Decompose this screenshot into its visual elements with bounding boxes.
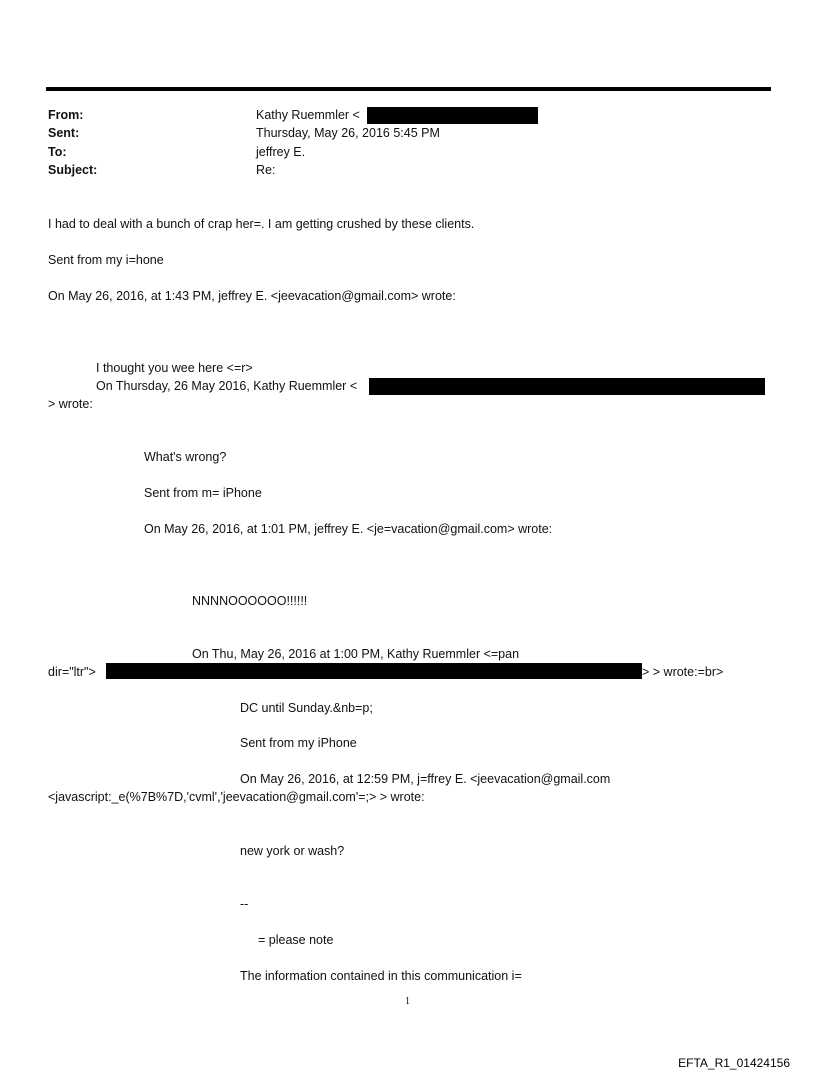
redaction-box <box>367 107 538 124</box>
body-line: On May 26, 2016, at 1:43 PM, jeffrey E. <jeevacation@gmail.com> wrote: <box>48 289 456 303</box>
from-label: From: <box>48 108 84 122</box>
quote-line: -- <box>240 897 249 911</box>
to-value: jeffrey E. <box>256 145 306 159</box>
quote-line: On Thu, May 26, 2016 at 1:00 PM, Kathy Ruemmler <=pan <box>192 647 520 661</box>
quote-line: On Thursday, 26 May 2016, Kathy Ruemmler < <box>96 379 358 393</box>
quote-line: > wrote: <box>48 397 93 411</box>
body-line: Sent from my i=hone <box>48 253 164 267</box>
redaction-box <box>369 378 765 395</box>
quote-line: What's wrong? <box>144 450 227 464</box>
quote-line: On May 26, 2016, at 12:59 PM, j=ffrey E. <jeevacation@gmail.com <box>240 772 611 786</box>
to-label: To: <box>48 145 67 159</box>
sent-value: Thursday, May 26, 2016 5:45 PM <box>256 126 440 140</box>
quote-line: DC until Sunday.&nb=p; <box>240 701 373 715</box>
quote-line: new york or wash? <box>240 844 345 858</box>
page-number: 1 <box>405 996 410 1007</box>
quote-line: I thought you wee here <=r> <box>96 361 253 375</box>
sent-label: Sent: <box>48 126 80 140</box>
redaction-box <box>106 663 642 679</box>
quote-line: Sent from m= iPhone <box>144 486 262 500</box>
subject-label: Subject: <box>48 163 98 177</box>
header-rule <box>46 87 771 91</box>
subject-value: Re: <box>256 163 276 177</box>
quote-line: = please note <box>258 933 334 947</box>
quote-line: NNNNOOOOOO!!!!!! <box>192 594 308 608</box>
quote-line: > > wrote:=br> <box>642 665 724 679</box>
quote-line: <javascript:_e(%7B%7D,'cvml','jeevacation@gmail.com'=;> > wrote: <box>48 790 425 804</box>
quote-line: On May 26, 2016, at 1:01 PM, jeffrey E. <je=vacation@gmail.com> wrote: <box>144 522 553 536</box>
quote-line: dir="ltr"> <box>48 665 96 679</box>
from-value: Kathy Ruemmler < <box>256 108 360 122</box>
quote-line: The information contained in this communication i= <box>240 969 522 983</box>
quote-line: Sent from my iPhone <box>240 736 357 750</box>
body-line: I had to deal with a bunch of crap her=. I am getting crushed by these clients. <box>48 217 475 231</box>
document-id: EFTA_R1_01424156 <box>678 1056 790 1070</box>
